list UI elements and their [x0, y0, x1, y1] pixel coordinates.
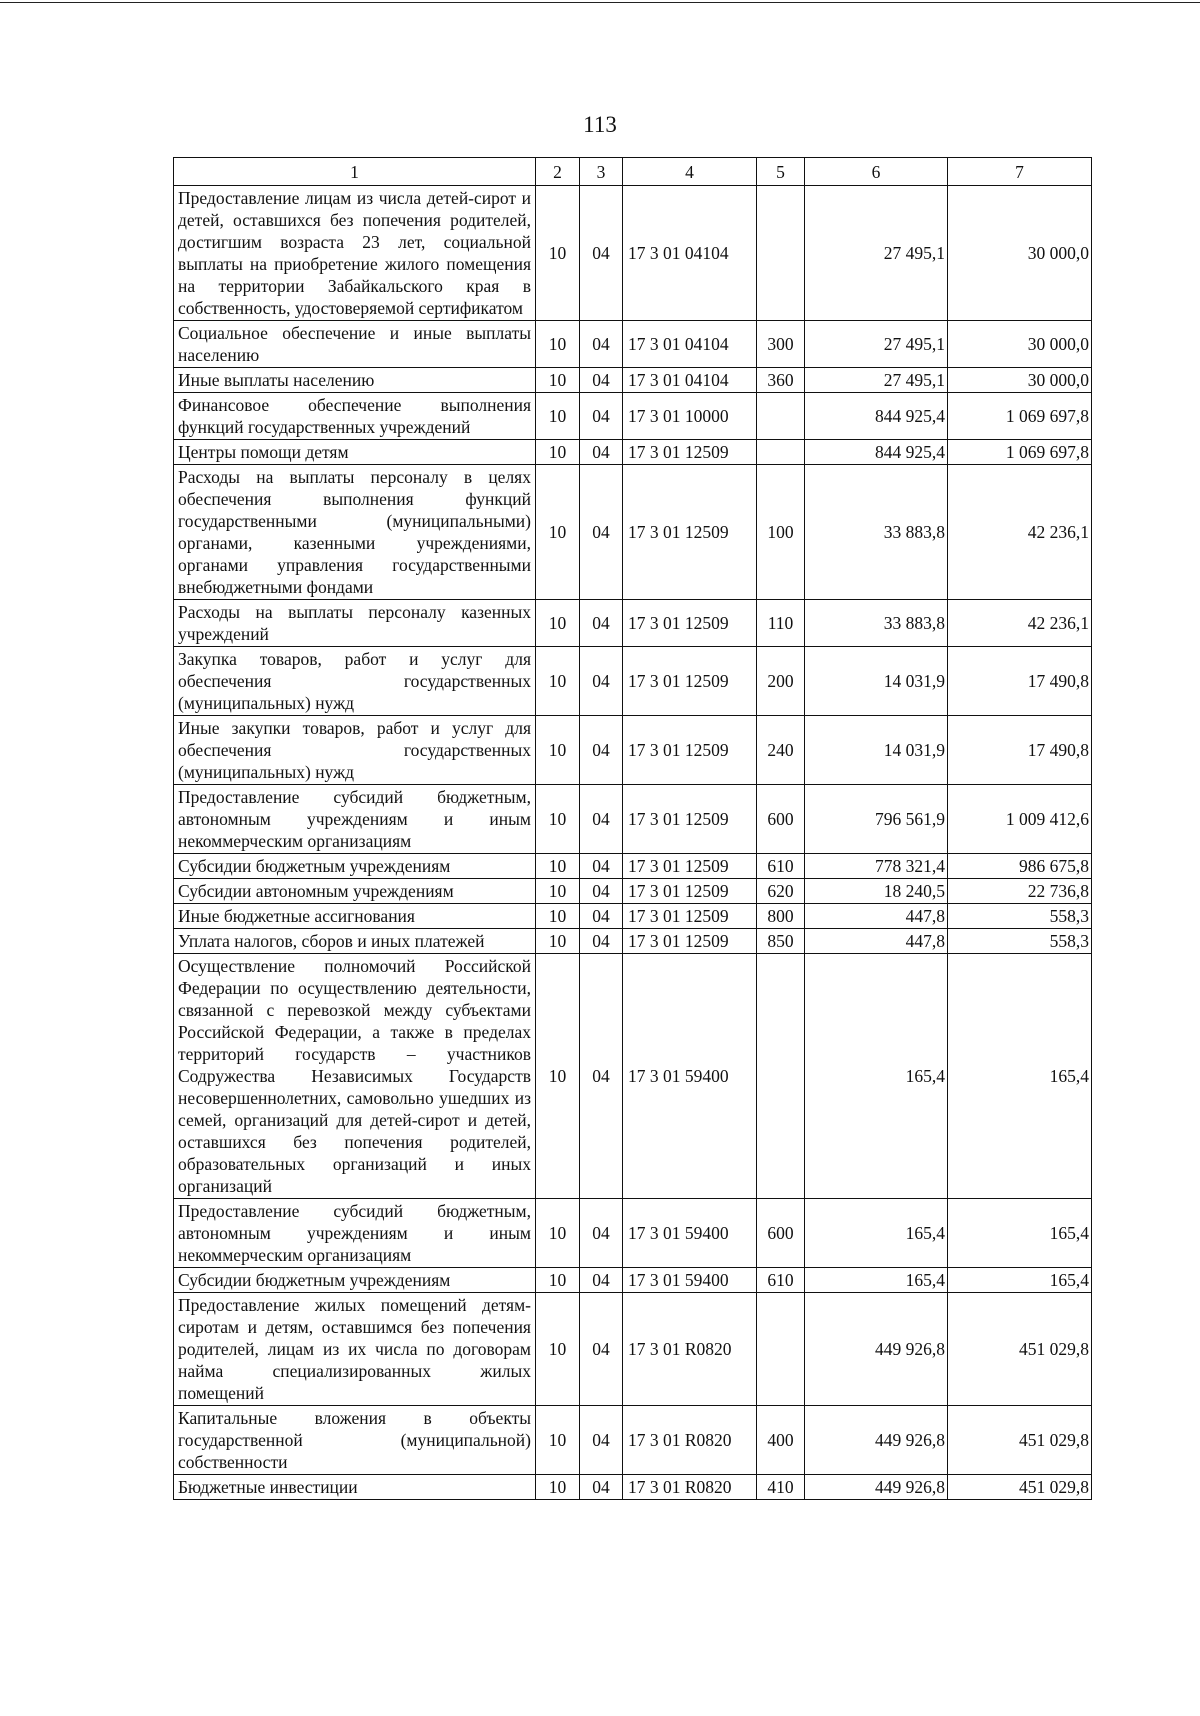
subsection-code-cell: 04 — [580, 321, 623, 368]
section-code-cell: 10 — [536, 1406, 580, 1475]
section-code-cell: 10 — [536, 600, 580, 647]
amount-year2-cell: 1 069 697,8 — [948, 440, 1092, 465]
subsection-code-cell: 04 — [580, 1406, 623, 1475]
section-code-cell: 10 — [536, 954, 580, 1199]
amount-year1-cell: 165,4 — [805, 1199, 948, 1268]
table-row — [174, 1268, 1092, 1293]
amount-year2-cell: 165,4 — [948, 1199, 1092, 1268]
amount-year2-cell: 1 069 697,8 — [948, 393, 1092, 440]
amount-year1-cell: 449 926,8 — [805, 1293, 948, 1406]
expense-type-cell: 610 — [757, 854, 805, 879]
amount-year2-cell: 22 736,8 — [948, 879, 1092, 904]
subsection-code-cell: 04 — [580, 393, 623, 440]
subsection-code-cell: 04 — [580, 785, 623, 854]
expense-type-cell: 410 — [757, 1475, 805, 1500]
amount-year2-cell: 165,4 — [948, 954, 1092, 1199]
row-name-cell: Субсидии бюджетным учреждениям — [174, 1268, 536, 1293]
subsection-code-cell: 04 — [580, 440, 623, 465]
section-code-cell: 10 — [536, 186, 580, 321]
target-article-cell: 17 3 01 12509 — [623, 465, 757, 600]
table-row — [174, 321, 1092, 368]
section-code-cell: 10 — [536, 465, 580, 600]
target-article-cell: 17 3 01 R0820 — [623, 1406, 757, 1475]
subsection-code-cell: 04 — [580, 904, 623, 929]
amount-year1-cell: 33 883,8 — [805, 600, 948, 647]
table-row — [174, 954, 1092, 1199]
amount-year2-cell: 451 029,8 — [948, 1293, 1092, 1406]
section-code-cell: 10 — [536, 647, 580, 716]
amount-year2-cell: 165,4 — [948, 1268, 1092, 1293]
section-code-cell: 10 — [536, 440, 580, 465]
expense-type-cell: 610 — [757, 1268, 805, 1293]
subsection-code-cell: 04 — [580, 1268, 623, 1293]
row-name-cell: Расходы на выплаты персоналу казенных учреждений — [174, 600, 536, 647]
amount-year1-cell: 27 495,1 — [805, 321, 948, 368]
target-article-cell: 17 3 01 12509 — [623, 716, 757, 785]
target-article-cell: 17 3 01 12509 — [623, 440, 757, 465]
row-name-cell: Предоставление жилых помещений детям-сиротам и детям, оставшимся без попечения родителей, лицам из их числа по договорам найма специализированных жилых помещений — [174, 1293, 536, 1406]
table-row — [174, 186, 1092, 321]
amount-year1-cell: 14 031,9 — [805, 647, 948, 716]
expense-type-cell: 620 — [757, 879, 805, 904]
amount-year1-cell: 449 926,8 — [805, 1475, 948, 1500]
amount-year2-cell: 558,3 — [948, 929, 1092, 954]
expense-type-cell: 300 — [757, 321, 805, 368]
expense-type-cell: 100 — [757, 465, 805, 600]
amount-year2-cell: 1 009 412,6 — [948, 785, 1092, 854]
amount-year1-cell: 18 240,5 — [805, 879, 948, 904]
amount-year1-cell: 796 561,9 — [805, 785, 948, 854]
expense-type-cell — [757, 954, 805, 1199]
amount-year2-cell: 30 000,0 — [948, 186, 1092, 321]
amount-year1-cell: 449 926,8 — [805, 1406, 948, 1475]
subsection-code-cell: 04 — [580, 879, 623, 904]
header-cell: 3 — [580, 158, 623, 186]
table-row — [174, 368, 1092, 393]
amount-year1-cell: 447,8 — [805, 929, 948, 954]
section-code-cell: 10 — [536, 879, 580, 904]
target-article-cell: 17 3 01 12509 — [623, 879, 757, 904]
amount-year2-cell: 451 029,8 — [948, 1406, 1092, 1475]
amount-year2-cell: 42 236,1 — [948, 465, 1092, 600]
top-rule — [0, 2, 1200, 3]
subsection-code-cell: 04 — [580, 1475, 623, 1500]
table-row — [174, 393, 1092, 440]
subsection-code-cell: 04 — [580, 954, 623, 1199]
table-row — [174, 600, 1092, 647]
header-cell: 7 — [948, 158, 1092, 186]
row-name-cell: Социальное обеспечение и иные выплаты населению — [174, 321, 536, 368]
expense-type-cell: 110 — [757, 600, 805, 647]
amount-year1-cell: 27 495,1 — [805, 368, 948, 393]
expense-type-cell — [757, 440, 805, 465]
amount-year1-cell: 844 925,4 — [805, 393, 948, 440]
amount-year2-cell: 30 000,0 — [948, 321, 1092, 368]
header-cell: 1 — [174, 158, 536, 186]
amount-year1-cell: 14 031,9 — [805, 716, 948, 785]
amount-year1-cell: 447,8 — [805, 904, 948, 929]
expense-type-cell: 240 — [757, 716, 805, 785]
amount-year2-cell: 986 675,8 — [948, 854, 1092, 879]
amount-year2-cell: 30 000,0 — [948, 368, 1092, 393]
table-row — [174, 879, 1092, 904]
subsection-code-cell: 04 — [580, 716, 623, 785]
budget-table — [173, 157, 1092, 1500]
row-name-cell: Капитальные вложения в объекты государственной (муниципальной) собственности — [174, 1406, 536, 1475]
expense-type-cell: 600 — [757, 785, 805, 854]
table-row — [174, 440, 1092, 465]
expense-type-cell: 200 — [757, 647, 805, 716]
subsection-code-cell: 04 — [580, 647, 623, 716]
row-name-cell: Осуществление полномочий Российской Федерации по осуществлению деятельности, связанной с перевозкой между субъектами Российской Федерации, а также в пределах территорий государств – участников Содружества Независимых Государств несовершеннолетних, самовольно ушедших из семей, организаций для детей-сирот и детей, оставшихся без попечения родителей, образовательных организаций и иных организаций — [174, 954, 536, 1199]
subsection-code-cell: 04 — [580, 465, 623, 600]
row-name-cell: Субсидии бюджетным учреждениям — [174, 854, 536, 879]
expense-type-cell: 400 — [757, 1406, 805, 1475]
target-article-cell: 17 3 01 12509 — [623, 785, 757, 854]
expense-type-cell — [757, 186, 805, 321]
table-row — [174, 1406, 1092, 1475]
table-row — [174, 1475, 1092, 1500]
row-name-cell: Иные закупки товаров, работ и услуг для обеспечения государственных (муниципальных) нужд — [174, 716, 536, 785]
row-name-cell: Субсидии автономным учреждениям — [174, 879, 536, 904]
table-row — [174, 465, 1092, 600]
table-row — [174, 929, 1092, 954]
row-name-cell: Центры помощи детям — [174, 440, 536, 465]
target-article-cell: 17 3 01 04104 — [623, 186, 757, 321]
expense-type-cell: 850 — [757, 929, 805, 954]
amount-year2-cell: 42 236,1 — [948, 600, 1092, 647]
table-body — [174, 186, 1092, 1500]
table-row — [174, 854, 1092, 879]
header-row — [174, 158, 1092, 186]
target-article-cell: 17 3 01 12509 — [623, 600, 757, 647]
expense-type-cell: 800 — [757, 904, 805, 929]
expense-type-cell: 600 — [757, 1199, 805, 1268]
amount-year1-cell: 778 321,4 — [805, 854, 948, 879]
row-name-cell: Предоставление субсидий бюджетным, автономным учреждениям и иным некоммерческим организациям — [174, 785, 536, 854]
row-name-cell: Предоставление субсидий бюджетным, автономным учреждениям и иным некоммерческим организациям — [174, 1199, 536, 1268]
table-row — [174, 904, 1092, 929]
table-row — [174, 1293, 1092, 1406]
header-cell: 4 — [623, 158, 757, 186]
section-code-cell: 10 — [536, 785, 580, 854]
subsection-code-cell: 04 — [580, 368, 623, 393]
target-article-cell: 17 3 01 59400 — [623, 954, 757, 1199]
row-name-cell: Уплата налогов, сборов и иных платежей — [174, 929, 536, 954]
row-name-cell: Финансовое обеспечение выполнения функций государственных учреждений — [174, 393, 536, 440]
table-row — [174, 785, 1092, 854]
section-code-cell: 10 — [536, 393, 580, 440]
row-name-cell: Иные выплаты населению — [174, 368, 536, 393]
subsection-code-cell: 04 — [580, 929, 623, 954]
section-code-cell: 10 — [536, 904, 580, 929]
section-code-cell: 10 — [536, 368, 580, 393]
target-article-cell: 17 3 01 12509 — [623, 854, 757, 879]
target-article-cell: 17 3 01 R0820 — [623, 1475, 757, 1500]
row-name-cell: Расходы на выплаты персоналу в целях обеспечения выполнения функций государственными (муниципальными) органами, казенными учреждениями, органами управления государственными внебюджетными фондами — [174, 465, 536, 600]
target-article-cell: 17 3 01 59400 — [623, 1199, 757, 1268]
target-article-cell: 17 3 01 10000 — [623, 393, 757, 440]
target-article-cell: 17 3 01 59400 — [623, 1268, 757, 1293]
section-code-cell: 10 — [536, 321, 580, 368]
section-code-cell: 10 — [536, 716, 580, 785]
amount-year2-cell: 451 029,8 — [948, 1475, 1092, 1500]
row-name-cell: Бюджетные инвестиции — [174, 1475, 536, 1500]
expense-type-cell — [757, 393, 805, 440]
target-article-cell: 17 3 01 12509 — [623, 904, 757, 929]
amount-year1-cell: 27 495,1 — [805, 186, 948, 321]
subsection-code-cell: 04 — [580, 1199, 623, 1268]
section-code-cell: 10 — [536, 1199, 580, 1268]
table-row — [174, 1199, 1092, 1268]
table-row — [174, 647, 1092, 716]
amount-year1-cell: 844 925,4 — [805, 440, 948, 465]
target-article-cell: 17 3 01 04104 — [623, 321, 757, 368]
target-article-cell: 17 3 01 04104 — [623, 368, 757, 393]
row-name-cell: Закупка товаров, работ и услуг для обеспечения государственных (муниципальных) нужд — [174, 647, 536, 716]
row-name-cell: Предоставление лицам из числа детей-сирот и детей, оставшихся без попечения родителей, достигшим возраста 23 лет, социальной выплаты на приобретение жилого помещения на территории Забайкальского края в собственность, удостоверяемой сертификатом — [174, 186, 536, 321]
header-cell: 6 — [805, 158, 948, 186]
page-number: 113 — [583, 112, 617, 137]
amount-year1-cell: 165,4 — [805, 1268, 948, 1293]
target-article-cell: 17 3 01 12509 — [623, 929, 757, 954]
subsection-code-cell: 04 — [580, 186, 623, 321]
section-code-cell: 10 — [536, 929, 580, 954]
amount-year1-cell: 165,4 — [805, 954, 948, 1199]
amount-year2-cell: 17 490,8 — [948, 647, 1092, 716]
target-article-cell: 17 3 01 R0820 — [623, 1293, 757, 1406]
subsection-code-cell: 04 — [580, 1293, 623, 1406]
section-code-cell: 10 — [536, 1268, 580, 1293]
amount-year1-cell: 33 883,8 — [805, 465, 948, 600]
header-cell: 5 — [757, 158, 805, 186]
expense-type-cell: 360 — [757, 368, 805, 393]
row-name-cell: Иные бюджетные ассигнования — [174, 904, 536, 929]
target-article-cell: 17 3 01 12509 — [623, 647, 757, 716]
table-row — [174, 716, 1092, 785]
amount-year2-cell: 17 490,8 — [948, 716, 1092, 785]
section-code-cell: 10 — [536, 1293, 580, 1406]
section-code-cell: 10 — [536, 1475, 580, 1500]
amount-year2-cell: 558,3 — [948, 904, 1092, 929]
section-code-cell: 10 — [536, 854, 580, 879]
subsection-code-cell: 04 — [580, 600, 623, 647]
header-cell: 2 — [536, 158, 580, 186]
expense-type-cell — [757, 1293, 805, 1406]
subsection-code-cell: 04 — [580, 854, 623, 879]
